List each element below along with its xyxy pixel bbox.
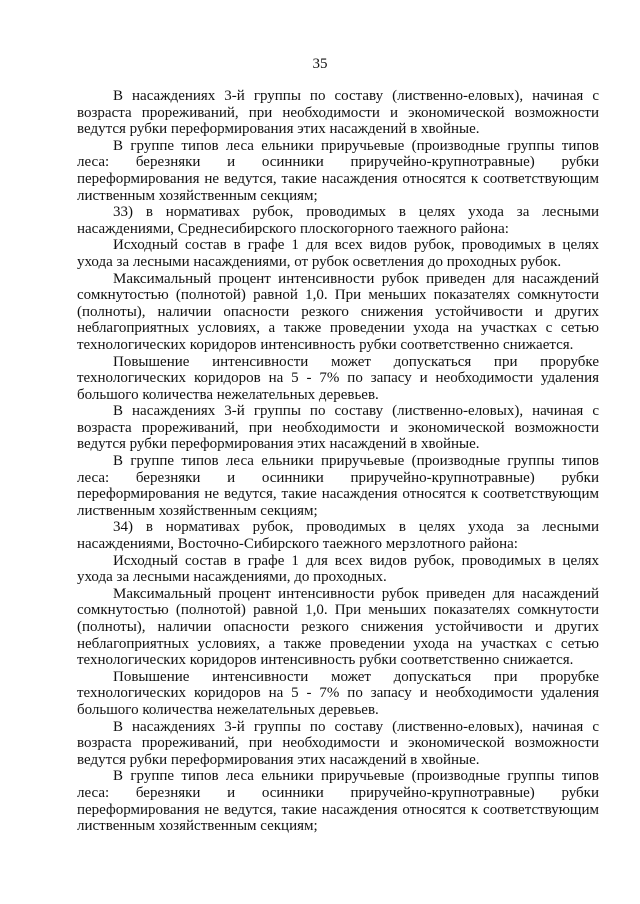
paragraph: В группе типов леса ельники приручьевые (производные группы типов леса: березняки и осинники приручейно-крупнотравные) рубки переформирования не ведутся, такие насаждения относятся к соответствующим лиственным хозяйственным секциям; [77,453,599,519]
paragraph: Максимальный процент интенсивности рубок приведен для насаждений сомкнутостью (полнотой) равной 1,0. При меньших показателях сомкнутости (полноты), наличии опасности резкого снижения устойчивости и других неблагоприятных условиях, а также проведении ухода на участках с сетью технологических коридоров интенсивность рубки соответственно снижается. [77,585,599,669]
document-body [77,88,599,835]
paragraph: Исходный состав в графе 1 для всех видов рубок, проводимых в целях ухода за лесными насаждениями, до проходных. [77,552,599,586]
paragraph: Исходный состав в графе 1 для всех видов рубок, проводимых в целях ухода за лесными насаждениями, от рубок осветления до проходных рубок. [77,237,599,270]
page-number: 35 [312,56,328,72]
paragraph: В насаждениях 3-й группы по составу (лиственно-еловых), начиная с возраста прореживаний, при необходимости и экономической возможности ведутся рубки переформирования этих насаждений в хвойные. [77,718,599,768]
paragraph: Максимальный процент интенсивности рубок приведен для насаждений сомкнутостью (полнотой) равной 1,0. При меньших показателях сомкнутости (полноты), наличии опасности резкого снижения устойчивости и других неблагоприятных условиях, а также проведении ухода на участках с сетью технологических коридоров интенсивность рубки соответственно снижается. [77,270,599,353]
paragraph: В насаждениях 3-й группы по составу (лиственно-еловых), начиная с возраста прореживаний, при необходимости и экономической возможности ведутся рубки переформирования этих насаждений в хвойные. [77,88,599,138]
paragraph: 33) в нормативах рубок, проводимых в целях ухода за лесными насаждениями, Среднесибирского плоскогорного таежного района: [77,204,599,237]
paragraph: В группе типов леса ельники приручьевые (производные группы типов леса: березняки и осинники приручейно-крупнотравные) рубки переформирования не ведутся, такие насаждения относятся к соответствующим лиственным хозяйственным секциям; [77,768,599,835]
paragraph: В группе типов леса ельники приручьевые (производные группы типов леса: березняки и осинники приручейно-крупнотравные) рубки переформирования не ведутся, такие насаждения относятся к соответствующим лиственным хозяйственным секциям; [77,137,599,204]
paragraph: Повышение интенсивности может допускаться при прорубке технологических коридоров на 5 - 7% по запасу и необходимости удаления большого количества нежелательных деревьев. [77,668,599,718]
paragraph: Повышение интенсивности может допускаться при прорубке технологических коридоров на 5 - 7% по запасу и необходимости удаления большого количества нежелательных деревьев. [77,353,599,403]
paragraph: 34) в нормативах рубок, проводимых в целях ухода за лесными насаждениями, Восточно-Сибирского таежного мерзлотного района: [77,519,599,553]
paragraph: В насаждениях 3-й группы по составу (лиственно-еловых), начиная с возраста прореживаний, при необходимости и экономической возможности ведутся рубки переформирования этих насаждений в хвойные. [77,403,599,453]
